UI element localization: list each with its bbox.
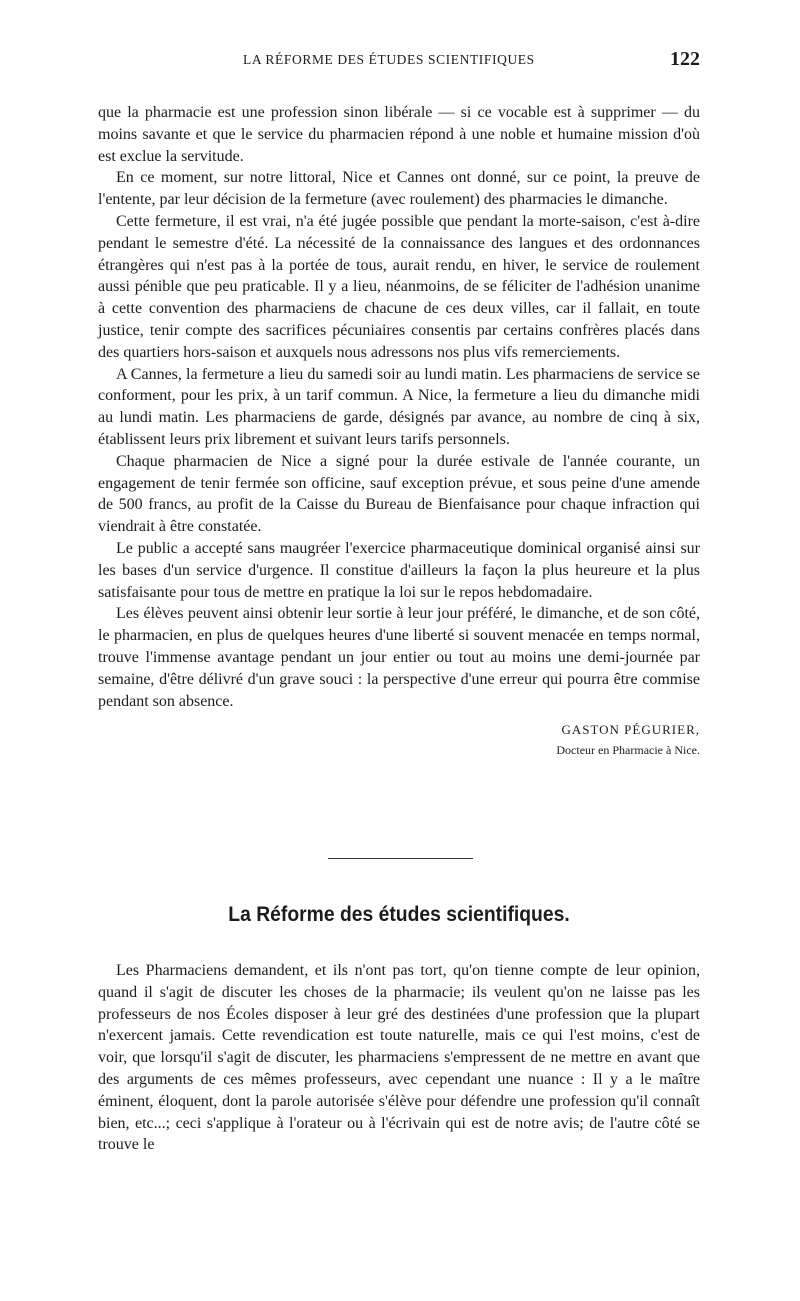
paragraph: A Cannes, la fermeture a lieu du samedi soir au lundi matin. Les pharmaciens de service se conforment, pour les prix, à un tarif commun. A Nice, la fermeture a lieu du dimanche midi au lundi matin. Les pharmaciens de garde, désignés par avance, au nombre de cinq à six, établissent leurs prix librement et suivant leurs tarifs personnels. (98, 365, 700, 448)
section-divider (328, 858, 473, 859)
paragraph: Chaque pharmacien de Nice a signé pour la durée estivale de l'année courante, un engagement de tenir fermée son officine, sauf exception prévue, et sous peine d'une amende de 500 francs, au profit de la Caisse du Bureau de Bienfaisance pour chaque infraction qui viendrait à être constatée. (98, 452, 700, 536)
page-header (98, 50, 700, 74)
paragraph: Le public a accepté sans maugréer l'exercice pharmaceutique dominical organisé ainsi sur les bases d'un service d'urgence. Il constitue d'ailleurs la façon la plus heureure et la plus satisfaisante pour tous de mettre en pratique la loi sur le repos hebdomadaire. (98, 539, 700, 601)
signature (98, 720, 700, 760)
paragraph: que la pharmacie est une profession sinon libérale — si ce vocable est à supprimer — du moins savante et que le service du pharmacien répond à une noble et humaine mission d'où est exclue la servitude. (98, 104, 700, 165)
running-title: LA RÉFORME DES ÉTUDES SCIENTIFIQUES (243, 52, 535, 67)
paragraph: Cette fermeture, il est vrai, n'a été jugée possible que pendant la morte-saison, c'est à-dire pendant le semestre d'été. La nécessité de la connaissance des langues et des ordonnances étrangères qui n'est pas à la portée de tous, aurait rendu, en hiver, le service de roulement aussi pénible que peu praticable. Il y a lieu, néanmoins, de se féliciter de l'adhésion unanime à cette convention des pharmaciens de chacune de ces deux villes, car il fallait, en toute justice, tenir compte des sacrifices pécuniaires consentis par certains confrères placés dans des quartiers hors-saison et auxquels nous adressons nos plus vifs remerciements. (98, 212, 700, 361)
paragraph: Les Pharmaciens demandent, et ils n'ont pas tort, qu'on tienne compte de leur opinion, quand il s'agit de discuter les choses de la pharmacie; ils veulent qu'on ne laisse pas les professeurs de nos Écoles disposer à leur gré des destinées d'une profession que la plupart n'exercent jamais. Cette revendication est toute naturelle, mais ce qui l'est moins, c'est de voir, que lorsqu'il s'agit de discuter, les pharmaciens s'empressent de ne mettre en avant que des arguments de ces mêmes professeurs, avec cependant une nuance : Il y a le maître éminent, éloquent, dont la parole autorisée s'élève pour défendre une profession qu'il connaît bien, etc...; ceci s'applique à l'orateur ou à l'écrivain qui est de notre avis; de l'autre côté se trouve le (98, 962, 700, 1154)
page-number: 122 (670, 48, 700, 70)
paragraph: Les élèves peuvent ainsi obtenir leur sortie à leur jour préféré, le dimanche, et de son côté, le pharmacien, en plus de quelques heures d'une liberté si souvent menacée en temps normal, trouve l'immense avantage pendant un jour entier ou tout au moins une demi-journée par semaine, d'être délivré d'un grave souci : la perspective d'une erreur qui pourra être commise pendant son absence. (98, 605, 700, 710)
signature-title: Docteur en Pharmacie à Nice. (556, 743, 700, 758)
signature-name: GASTON PÉGURIER, (561, 722, 700, 738)
article-continuation (98, 102, 700, 760)
paragraph: En ce moment, sur notre littoral, Nice et Cannes ont donné, sur ce point, la preuve de l'entente, par leur décision de la fermeture (avec roulement) des pharmacies le dimanche. (98, 169, 700, 209)
section-title: La Réforme des études scientifiques. (228, 903, 570, 926)
article-body (98, 960, 700, 1156)
